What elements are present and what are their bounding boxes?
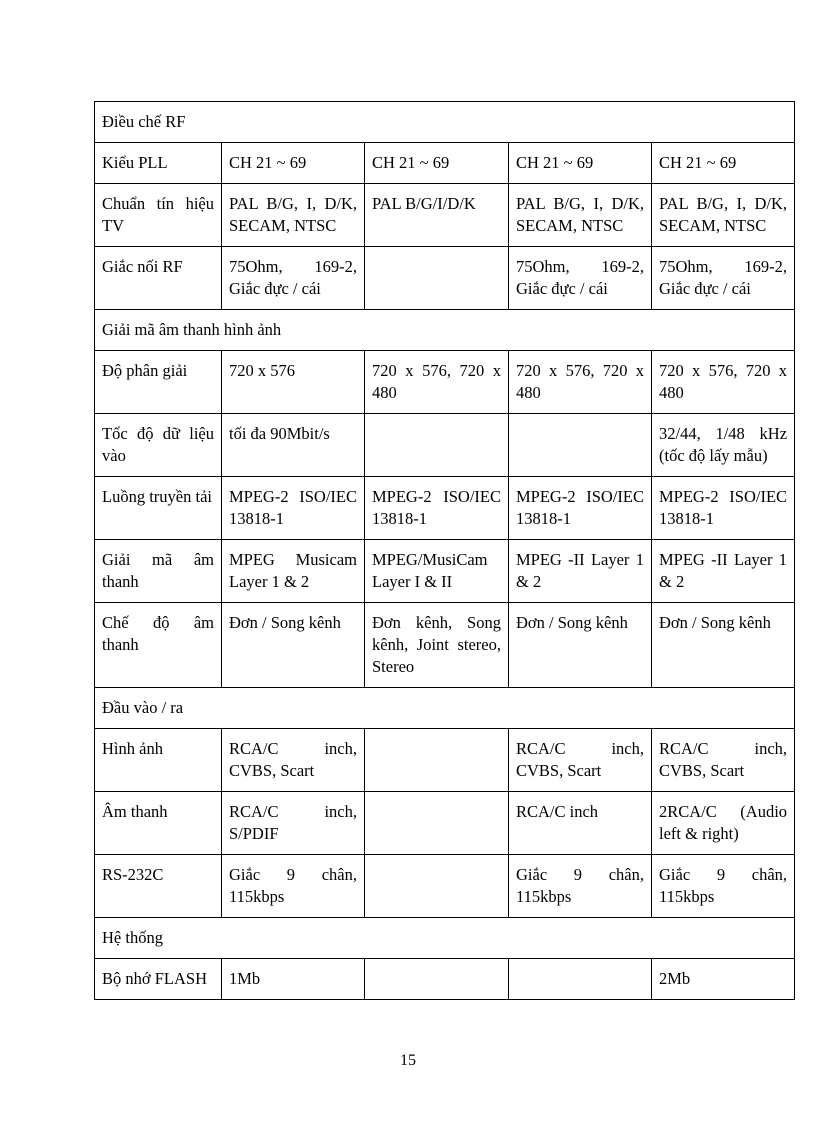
table-row (95, 247, 795, 310)
table-cell (365, 855, 509, 918)
section-heading: Điều chế RF (95, 102, 795, 143)
table-cell: MPEG/MusiCam Layer I & II (365, 540, 509, 603)
table-row (95, 603, 795, 688)
table-cell: Giắc 9 chân, 115kbps (652, 855, 795, 918)
table-cell (365, 414, 509, 477)
row-label: Chuẩn tín hiệu TV (95, 184, 222, 247)
table-cell (365, 247, 509, 310)
row-label: RS-232C (95, 855, 222, 918)
table-cell: Đơn / Song kênh (509, 603, 652, 688)
row-label: Âm thanh (95, 792, 222, 855)
table-cell (509, 959, 652, 1000)
table-cell: MPEG-2 ISO/IEC 13818-1 (652, 477, 795, 540)
table-cell: 75Ohm, 169-2, Giắc đực / cái (652, 247, 795, 310)
table-cell: 720 x 576, 720 x 480 (652, 351, 795, 414)
table-cell: 720 x 576, 720 x 480 (509, 351, 652, 414)
table-cell: Giắc 9 chân, 115kbps (222, 855, 365, 918)
table-cell: RCA/C inch, CVBS, Scart (222, 729, 365, 792)
table-cell: PAL B/G, I, D/K, SECAM, NTSC (652, 184, 795, 247)
table-cell: Giắc 9 chân, 115kbps (509, 855, 652, 918)
table-row (95, 792, 795, 855)
table-row (95, 959, 795, 1000)
table-cell: CH 21 ~ 69 (652, 143, 795, 184)
section-row (95, 310, 795, 351)
table-row (95, 351, 795, 414)
table-cell: Đơn kênh, Song kênh, Joint stereo, Stereo (365, 603, 509, 688)
spec-table-body (95, 102, 795, 1000)
table-cell: 75Ohm, 169-2, Giắc đực / cái (222, 247, 365, 310)
table-cell: 720 x 576, 720 x 480 (365, 351, 509, 414)
table-cell: tối đa 90Mbit/s (222, 414, 365, 477)
row-label: Giải mã âm thanh (95, 540, 222, 603)
section-row (95, 102, 795, 143)
table-cell: PAL B/G/I/D/K (365, 184, 509, 247)
table-row (95, 729, 795, 792)
table-cell: 32/44, 1/48 kHz (tốc độ lấy mẫu) (652, 414, 795, 477)
table-cell: RCA/C inch, CVBS, Scart (652, 729, 795, 792)
table-cell: CH 21 ~ 69 (222, 143, 365, 184)
row-label: Hình ảnh (95, 729, 222, 792)
table-row (95, 414, 795, 477)
table-cell: 2RCA/C (Audio left & right) (652, 792, 795, 855)
table-cell: PAL B/G, I, D/K, SECAM, NTSC (509, 184, 652, 247)
table-row (95, 184, 795, 247)
table-cell: 2Mb (652, 959, 795, 1000)
table-row (95, 143, 795, 184)
section-row (95, 688, 795, 729)
table-cell (365, 792, 509, 855)
table-row (95, 540, 795, 603)
table-cell: MPEG-2 ISO/IEC 13818-1 (222, 477, 365, 540)
table-cell: Đơn / Song kênh (652, 603, 795, 688)
row-label: Luồng truyền tải (95, 477, 222, 540)
row-label: Kiểu PLL (95, 143, 222, 184)
table-cell: PAL B/G, I, D/K, SECAM, NTSC (222, 184, 365, 247)
row-label: Giắc nối RF (95, 247, 222, 310)
table-cell: MPEG-2 ISO/IEC 13818-1 (365, 477, 509, 540)
table-cell: MPEG-2 ISO/IEC 13818-1 (509, 477, 652, 540)
table-cell: RCA/C inch, S/PDIF (222, 792, 365, 855)
row-label: Bộ nhớ FLASH (95, 959, 222, 1000)
table-cell: MPEG -II Layer 1 & 2 (509, 540, 652, 603)
table-cell (365, 959, 509, 1000)
table-cell: CH 21 ~ 69 (509, 143, 652, 184)
table-cell: 75Ohm, 169-2, Giắc đực / cái (509, 247, 652, 310)
page-number: 15 (400, 1052, 416, 1069)
table-cell: 720 x 576 (222, 351, 365, 414)
table-row (95, 477, 795, 540)
table-cell: MPEG -II Layer 1 & 2 (652, 540, 795, 603)
section-heading: Giải mã âm thanh hình ảnh (95, 310, 795, 351)
table-cell (365, 729, 509, 792)
table-row (95, 855, 795, 918)
section-row (95, 918, 795, 959)
table-cell: CH 21 ~ 69 (365, 143, 509, 184)
table-cell: 1Mb (222, 959, 365, 1000)
table-cell: RCA/C inch, CVBS, Scart (509, 729, 652, 792)
row-label: Chế độ âm thanh (95, 603, 222, 688)
table-cell: RCA/C inch (509, 792, 652, 855)
spec-table (94, 101, 795, 1000)
table-cell (509, 414, 652, 477)
table-cell: MPEG Musicam Layer 1 & 2 (222, 540, 365, 603)
row-label: Tốc độ dữ liệu vào (95, 414, 222, 477)
row-label: Độ phân giải (95, 351, 222, 414)
table-cell: Đơn / Song kênh (222, 603, 365, 688)
section-heading: Đầu vào / ra (95, 688, 795, 729)
section-heading: Hệ thống (95, 918, 795, 959)
